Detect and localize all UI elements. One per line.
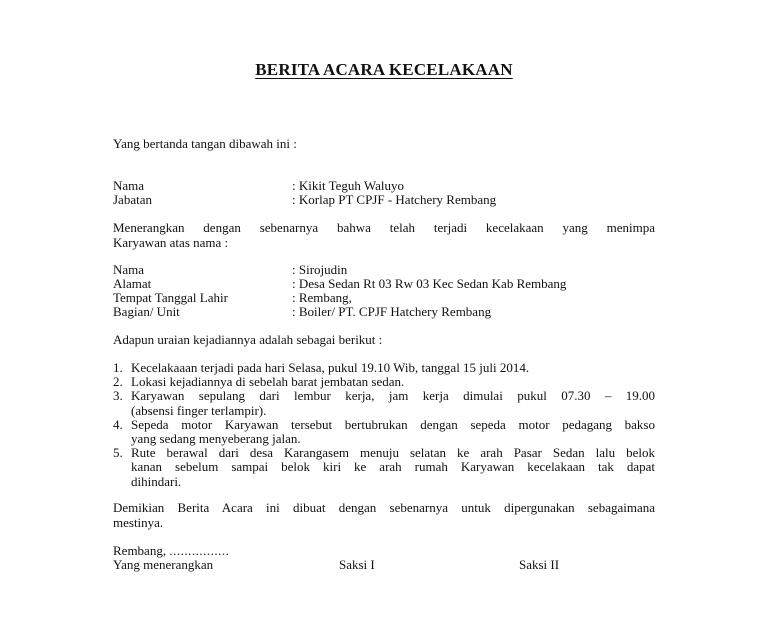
document-title: BERITA ACARA KECELAKAAN [255,60,513,79]
signer-name-value: : Kikit Teguh Waluyo [292,178,405,193]
events-list [113,361,655,489]
employee-name-value: : Sirojudin [292,262,348,277]
list-item [113,361,655,375]
list-item-number: 1. [113,360,123,375]
intro-text: Yang bertanda tangan dibawah ini : [113,136,297,151]
date-placeholder: ................ [169,543,230,558]
list-item-text-cont: kanan sebelum sampai belok kiri ke arah rumah Karyawan kecelakaan tak dapat [131,459,655,475]
list-item-number: 2. [113,374,123,390]
list-item-text: Kecelakaaan terjadi pada hari Selasa, pukul 19.10 Wib, tanggal 15 juli 2014. [131,360,530,375]
list-item-text-cont: yang sedang menyeberang jalan. [131,431,301,447]
place-date [113,543,229,558]
statement-line-2: Karyawan atas nama : [113,235,229,250]
employee-address-value: : Desa Sedan Rt 03 Rw 03 Kec Sedan Kab Rembang [292,276,567,291]
signature-witness-1: Saksi I [339,557,375,572]
list-item-number: 4. [113,416,123,432]
statement-line-1: Menerangkan dengan sebenarnya bahwa telah terjadi kecelakaan yang menimpa [113,220,655,235]
list-item-text: Rute berawal dari desa Karangasem menuju selatan ke arah Pasar Sedan lalu belok [131,445,655,461]
events-intro: Adapun uraian kejadiannya adalah sebagai berikut : [113,332,383,347]
list-item [113,446,655,489]
signer-name-label: Nama [113,178,145,193]
place-label: Rembang, [113,543,167,558]
list-item-text: Lokasi kejadiannya di sebelah barat jembatan sedan. [131,374,405,390]
employee-name-label: Nama [113,262,145,277]
list-item-number: 5. [113,445,123,461]
employee-address-label: Alamat [113,276,152,291]
list-item-text: Karyawan sepulang dari lembur kerja, jam kerja dimulai pukul 07.30 – 19.00 [131,388,655,404]
list-item-text-cont: dihindari. [131,473,182,489]
signer-position-label: Jabatan [113,192,152,207]
list-item-text-cont: (absensi finger terlampir). [131,402,267,418]
list-item-number: 3. [113,388,123,404]
employee-unit-value: : Boiler/ PT. CPJF Hatchery Rembang [292,304,492,319]
employee-birth-value: : Rembang, [292,290,352,305]
list-item [113,418,655,446]
list-item [113,389,655,417]
employee-unit-label: Bagian/ Unit [113,304,180,319]
closing-line-1: Demikian Berita Acara ini dibuat dengan sebenarnya untuk dipergunakan sebagaimana [113,500,655,515]
list-item-text: Sepeda motor Karyawan tersebut bertubrukan dengan sepeda motor pedagang bakso [131,416,655,432]
list-item [113,375,655,389]
signature-witness-2: Saksi II [519,557,560,572]
employee-birth-label: Tempat Tanggal Lahir [113,290,228,305]
closing-line-2: mestinya. [113,515,164,530]
signer-position-value: : Korlap PT CPJF - Hatchery Rembang [292,192,497,207]
signature-declarant: Yang menerangkan [113,557,214,572]
